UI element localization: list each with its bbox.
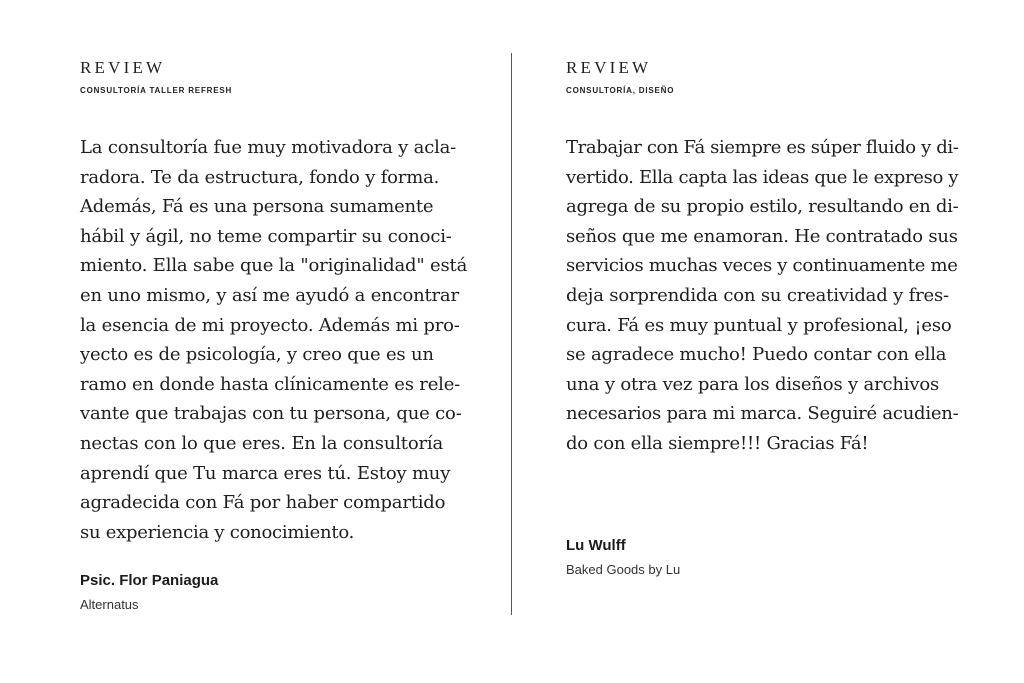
review-text-line: la esencia de mi proyecto. Además mi pro- — [80, 314, 460, 336]
review-text-line: cura. Fá es muy puntual y profesional, ¡eso — [566, 314, 952, 336]
review-text — [566, 133, 966, 459]
review-author-company: Alternatus — [80, 597, 139, 612]
review-author-name: Lu Wulff — [566, 537, 626, 554]
review-text-line: yecto es de psicología, y creo que es un — [80, 344, 434, 366]
review-subtitle: CONSULTORÍA TALLER REFRESH — [80, 86, 233, 95]
review-text-line: vante que trabajas con tu persona, que co- — [80, 403, 462, 425]
review-text-line: ramo en donde hasta clínicamente es rele- — [80, 373, 461, 395]
review-text-line: hábil y ágil, no teme compartir su conoci- — [80, 225, 452, 247]
review-text-line: agradecida con Fá por haber compartido — [80, 492, 446, 514]
review-author-name: Psic. Flor Paniagua — [80, 572, 219, 589]
review-author-company: Baked Goods by Lu — [566, 562, 681, 577]
review-text-line: Además, Fá es una persona sumamente — [80, 196, 434, 218]
review-text-line: una y otra vez para los diseños y archivos — [566, 373, 940, 395]
review-text-line: vertido. Ella capta las ideas que le expreso y — [566, 166, 959, 188]
review-text-line: radora. Te da estructura, fondo y forma. — [80, 166, 440, 188]
review-subtitle: CONSULTORÍA, DISEÑO — [566, 86, 675, 95]
review-text-line: se agradece mucho! Puedo contar con ella — [566, 344, 947, 366]
review-text-line: su experiencia y conocimiento. — [80, 521, 355, 543]
review-text-line: miento. Ella sabe que la "originalidad" está — [80, 255, 468, 277]
review-text-line: nectas con lo que eres. En la consultoría — [80, 432, 444, 454]
review-text-line: deja sorprendida con su creatividad y fres- — [566, 284, 949, 306]
review-heading: REVIEW — [566, 58, 652, 77]
review-text-line: La consultoría fue muy motivadora y acla- — [80, 137, 457, 158]
review-text — [80, 133, 480, 547]
column-divider — [511, 53, 512, 615]
review-heading: REVIEW — [80, 58, 166, 77]
review-text-line: agrega de su propio estilo, resultando en di- — [566, 196, 959, 218]
review-text-line: aprendí que Tu marca eres tú. Estoy muy — [80, 462, 451, 484]
review-text-line: en uno mismo, y así me ayudó a encontrar — [80, 284, 459, 306]
review-text-line: necesarios para mi marca. Seguiré acudien- — [566, 403, 959, 425]
review-text-line: seños que me enamoran. He contratado sus — [566, 225, 958, 247]
review-text-line: do con ella siempre!!! Gracias Fá! — [566, 432, 869, 454]
review-text-line: servicios muchas veces y continuamente me — [566, 255, 958, 277]
review-text-line: Trabajar con Fá siempre es súper fluido y di- — [566, 137, 959, 158]
